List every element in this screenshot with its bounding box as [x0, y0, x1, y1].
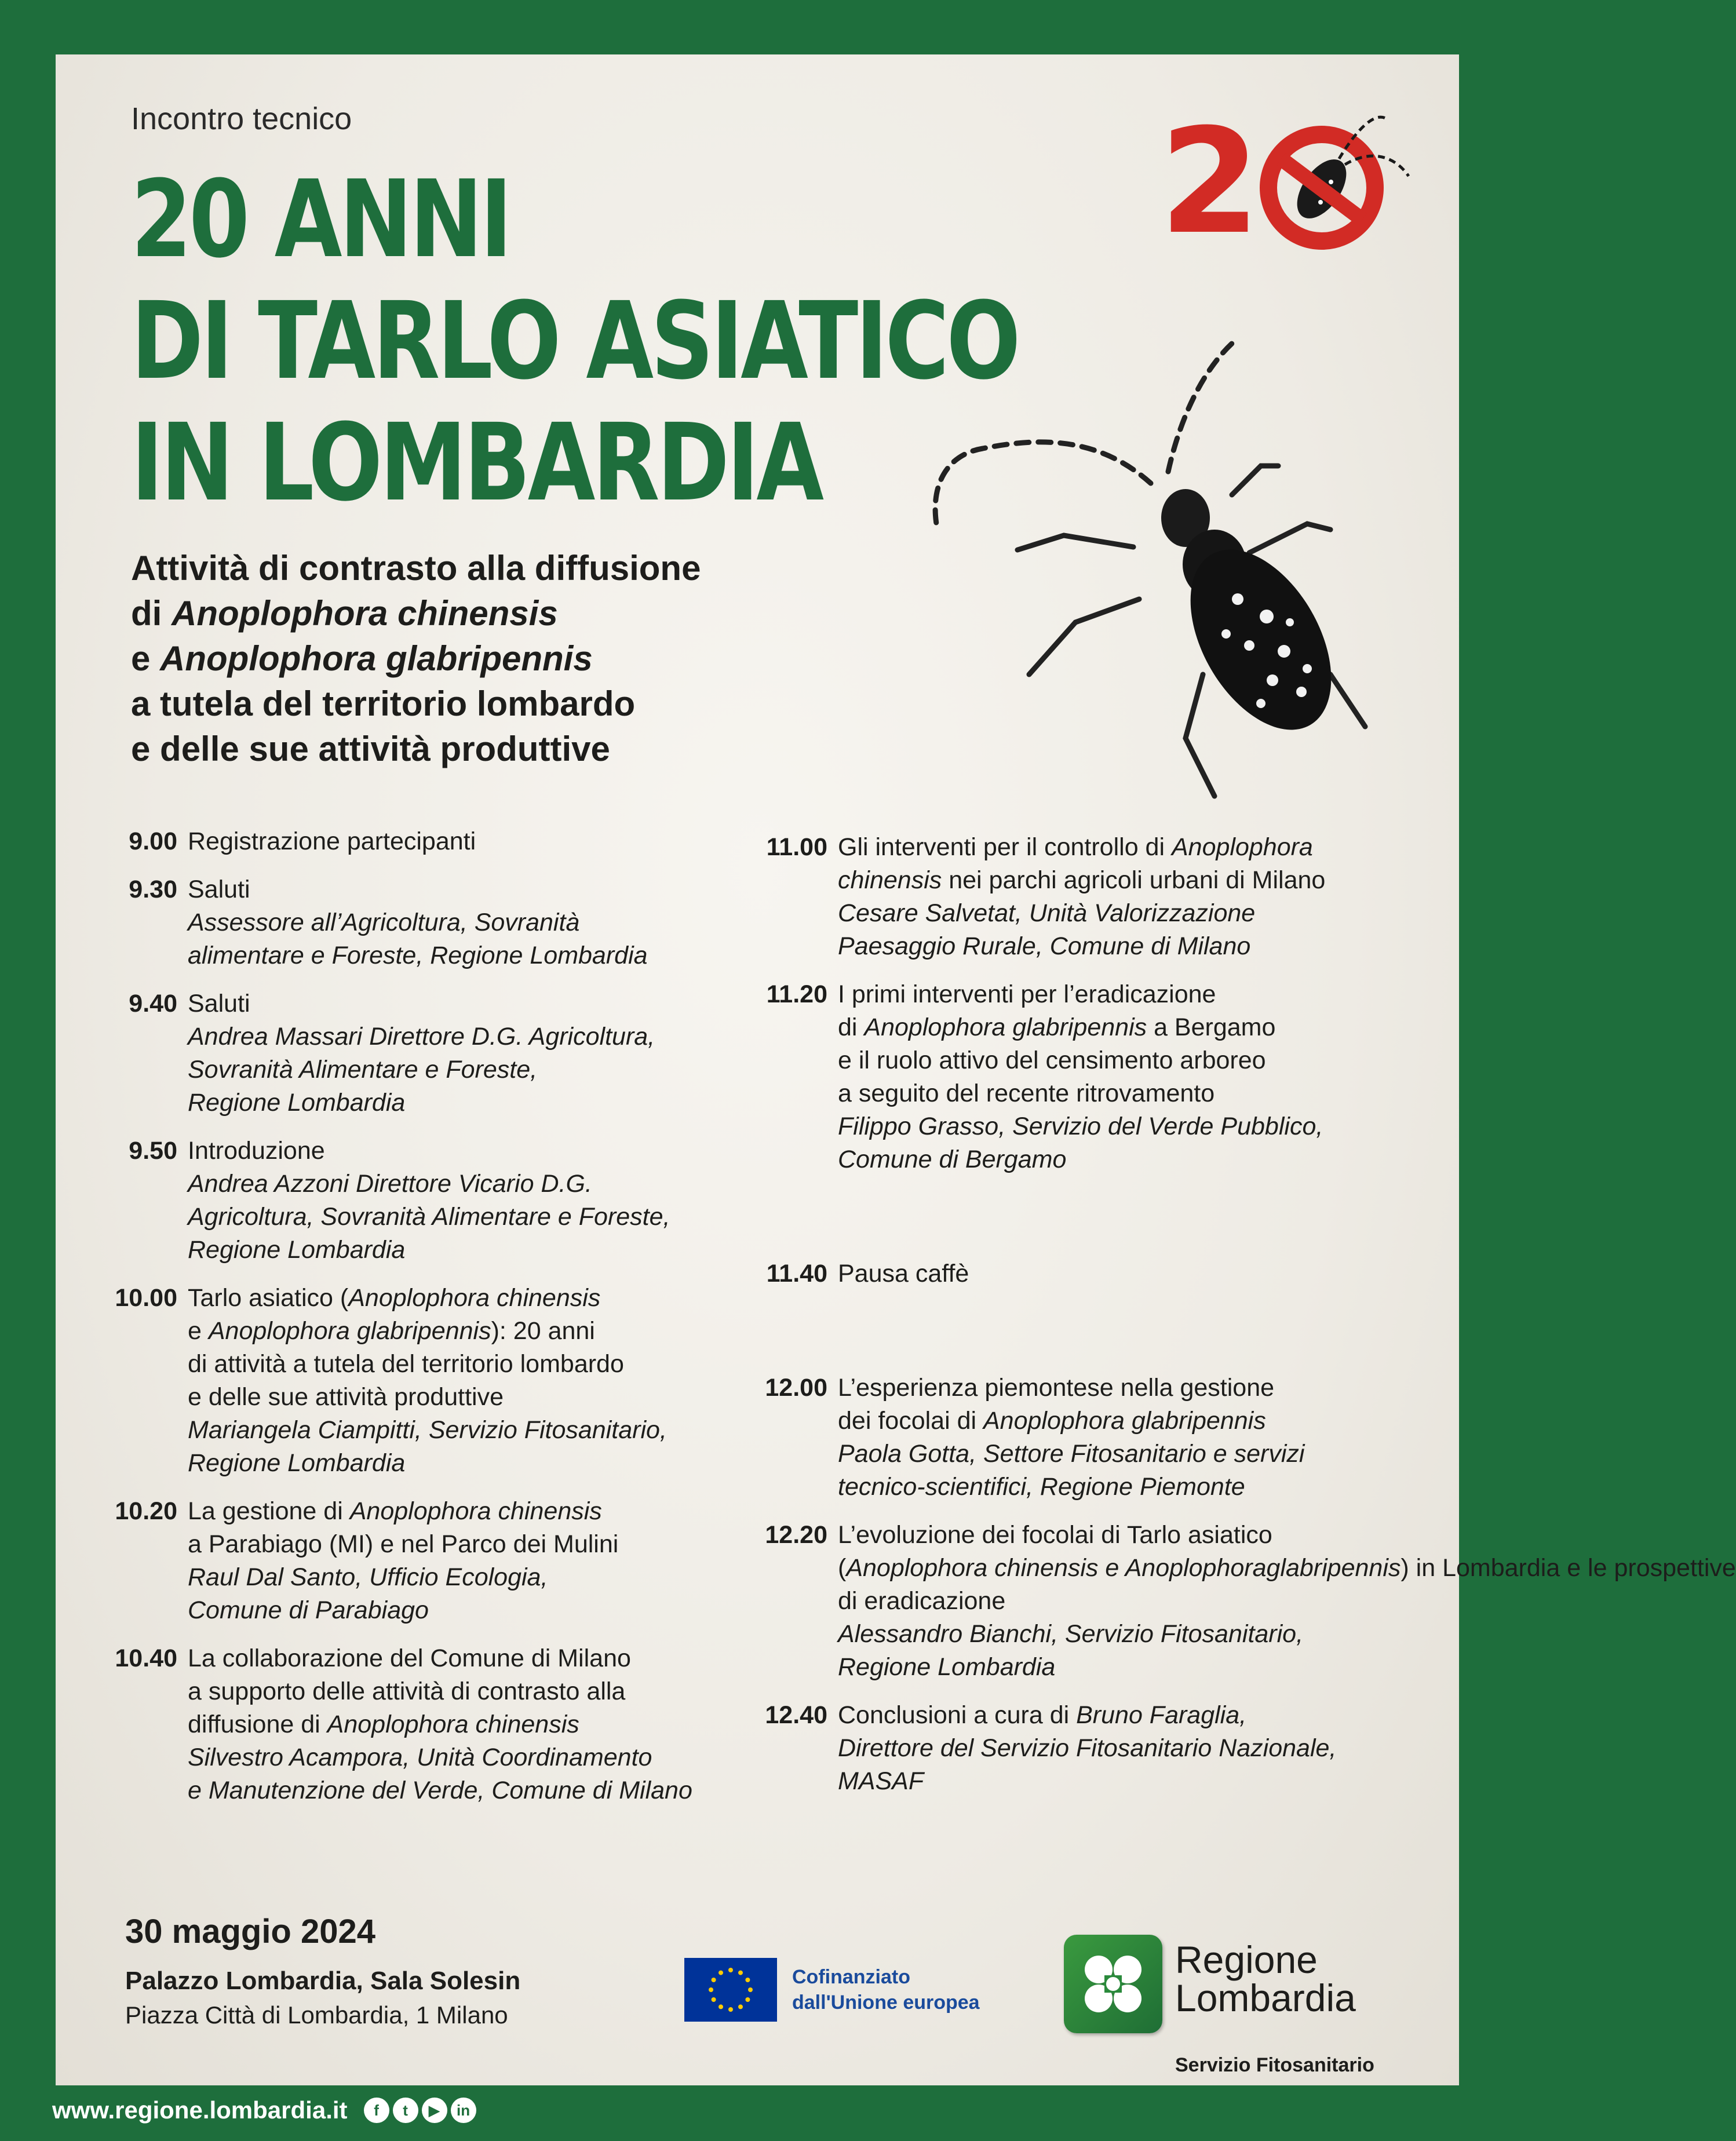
program-item	[748, 978, 1414, 1176]
program-item	[748, 1699, 1414, 1798]
poster-paper	[56, 54, 1736, 2085]
program-line: a seguito del recente ritrovamento	[838, 1079, 1215, 1107]
eu-star-icon	[709, 1987, 713, 1992]
rl-line-2: Lombardia	[1175, 1976, 1356, 2019]
program-line: dei focolai di Anoplophora glabripennis	[838, 1407, 1266, 1435]
program-line: Paesaggio Rurale, Comune di Milano	[838, 932, 1251, 960]
program-item	[748, 1372, 1414, 1504]
eu-star-icon	[745, 1997, 750, 2002]
eu-star-icon	[712, 1978, 716, 1982]
eu-star-icon	[745, 1978, 750, 1982]
program-time: 11.40	[766, 1260, 827, 1287]
program-item	[114, 825, 780, 858]
program-body	[188, 1282, 667, 1480]
program-line: Pausa caffè	[838, 1260, 969, 1287]
program-line: (Anoplophora chinensis e Anoplophoraglabripennis) in Lombardia e le prospettive	[838, 1554, 1736, 1582]
program-line: di eradicazione	[838, 1587, 1006, 1615]
program-line: a supporto delle attività di contrasto alla	[188, 1677, 626, 1705]
eu-flag-icon	[684, 1958, 777, 2022]
program-time: 11.00	[766, 833, 827, 861]
program-line: Conclusioni a cura di Bruno Faraglia,	[838, 1701, 1247, 1729]
program-line: Saluti	[188, 876, 250, 903]
program-item	[114, 1282, 780, 1480]
program-time: 10.20	[115, 1497, 177, 1525]
title-line-3: IN LOMBARDIA	[131, 401, 822, 525]
rl-line-1: Regione	[1175, 1938, 1318, 1981]
program-body	[838, 1699, 1336, 1798]
program-line: Introduzione	[188, 1137, 325, 1165]
program-line: Sovranità Alimentare e Foreste,	[188, 1056, 538, 1084]
eu-line-2: dall'Unione europea	[792, 1992, 980, 2014]
program-body	[188, 825, 476, 858]
logo-number: 2	[1159, 97, 1260, 266]
program-body	[838, 1257, 969, 1290]
program-line: Cesare Salvetat, Unità Valorizzazione	[838, 899, 1256, 927]
program-line: chinensis nei parchi agricoli urbani di Milano	[838, 866, 1326, 894]
program-line: e Manutenzione del Verde, Comune di Milano	[188, 1777, 692, 1804]
program-line: Tarlo asiatico (Anoplophora chinensis	[188, 1284, 601, 1312]
program-line: Registrazione partecipanti	[188, 827, 476, 855]
program-line: Mariangela Ciampitti, Servizio Fitosanitario,	[188, 1416, 667, 1444]
program-line: Andrea Massari Direttore D.G. Agricoltura,	[188, 1023, 655, 1051]
program-item	[748, 831, 1414, 963]
asian-longhorn-beetle-icon	[809, 275, 1446, 854]
program-time: 11.20	[766, 980, 827, 1008]
eu-star-icon	[719, 1971, 723, 1975]
program-right-column	[748, 831, 1736, 1798]
program-body	[838, 978, 1323, 1176]
linkedin-icon[interactable]: in	[451, 2098, 476, 2123]
program-item	[748, 1519, 1736, 1684]
program-item	[748, 1257, 1414, 1290]
youtube-icon[interactable]: ▶	[422, 2098, 447, 2123]
program-item	[114, 1642, 780, 1807]
website-link[interactable]: www.regione.lombardia.it	[52, 2096, 348, 2124]
program-line: Comune di Bergamo	[838, 1146, 1067, 1173]
kicker-text: Incontro tecnico	[131, 101, 352, 136]
program-line: e il ruolo attivo del censimento arboreo	[838, 1046, 1266, 1074]
program-line: e delle sue attività produttive	[188, 1383, 504, 1411]
program-line: a Parabiago (MI) e nel Parco dei Mulini	[188, 1530, 619, 1558]
eu-star-icon	[712, 1997, 716, 2002]
subtitle-line-3: e Anoplophora glabripennis	[131, 639, 593, 678]
program-body	[188, 873, 648, 972]
program-time: 9.40	[129, 990, 177, 1017]
program-item	[114, 1495, 780, 1627]
program-item	[114, 1135, 780, 1267]
program-line: Assessore all’Agricoltura, Sovranità	[188, 909, 580, 936]
program-line: Agricoltura, Sovranità Alimentare e Foreste,	[188, 1203, 670, 1231]
eu-star-icon	[738, 1971, 743, 1975]
program-time: 12.20	[765, 1521, 827, 1549]
program-line: Filippo Grasso, Servizio del Verde Pubblico,	[838, 1113, 1323, 1140]
program-line: e Anoplophora glabripennis): 20 anni	[188, 1317, 595, 1345]
subtitle-line-2: di Anoplophora chinensis	[131, 594, 558, 633]
program-line: Paola Gotta, Settore Fitosanitario e servizi	[838, 1440, 1305, 1468]
program-body	[188, 1135, 670, 1267]
program-line: di Anoplophora glabripennis a Bergamo	[838, 1013, 1276, 1041]
program-line: La gestione di Anoplophora chinensis	[188, 1497, 602, 1525]
rl-service: Servizio Fitosanitario	[1175, 2054, 1374, 2076]
program-line: Regione Lombardia	[188, 1089, 406, 1117]
program-line: Silvestro Acampora, Unità Coordinamento	[188, 1744, 652, 1771]
eu-line-1: Cofinanziato	[792, 1966, 910, 1988]
title-line-2: DI TARLO ASIATICO	[131, 279, 1018, 403]
program-item	[114, 873, 780, 972]
program-body	[838, 1372, 1304, 1504]
subtitle-line-5: e delle sue attività produttive	[131, 730, 610, 768]
program-line: L’esperienza piemontese nella gestione	[838, 1374, 1275, 1402]
program-line: Gli interventi per il controllo di Anoplophora	[838, 833, 1313, 861]
program-line: Regione Lombardia	[188, 1236, 406, 1264]
program-time: 12.40	[765, 1701, 827, 1729]
twitter-icon[interactable]: t	[393, 2098, 418, 2123]
title-line-1: 20 ANNI	[131, 158, 510, 282]
anniversary-logo	[1159, 97, 1420, 275]
program-left-column	[114, 825, 780, 1807]
eu-star-icon	[748, 1987, 753, 1992]
facebook-icon[interactable]: f	[364, 2098, 389, 2123]
social-links	[364, 2098, 480, 2123]
program-line: diffusione di Anoplophora chinensis	[188, 1710, 579, 1738]
program-time: 12.00	[765, 1374, 827, 1402]
program-body	[838, 831, 1325, 963]
program-body	[188, 987, 655, 1119]
subtitle-line-4: a tutela del territorio lombardo	[131, 684, 636, 723]
program-line: La collaborazione del Comune di Milano	[188, 1644, 631, 1672]
eu-star-icon	[719, 2004, 723, 2009]
program-line: Comune di Parabiago	[188, 1596, 429, 1624]
program-line: Alessandro Bianchi, Servizio Fitosanitario,	[838, 1620, 1304, 1648]
program-body	[838, 1519, 1736, 1684]
program-line: Saluti	[188, 990, 250, 1017]
program-line: Regione Lombardia	[838, 1653, 1056, 1681]
program-line: Raul Dal Santo, Ufficio Ecologia,	[188, 1563, 548, 1591]
program-line: L’evoluzione dei focolai di Tarlo asiatico	[838, 1521, 1272, 1549]
subtitle-line-1: Attività di contrasto alla diffusione	[131, 549, 701, 588]
program-line: alimentare e Foreste, Regione Lombardia	[188, 942, 648, 969]
event-venue: Palazzo Lombardia, Sala Solesin	[125, 1967, 521, 1995]
eu-star-icon	[738, 2004, 743, 2009]
eu-cofinancing-logo	[684, 1958, 980, 2022]
event-date: 30 maggio 2024	[125, 1913, 375, 1950]
eu-star-icon	[728, 1968, 733, 1972]
program-body	[188, 1495, 618, 1627]
program-item	[114, 987, 780, 1119]
program-line: Andrea Azzoni Direttore Vicario D.G.	[188, 1170, 592, 1198]
program-time: 10.40	[115, 1644, 177, 1672]
program-body	[188, 1642, 692, 1807]
eu-star-icon	[728, 2007, 733, 2012]
regione-lombardia-cross-icon	[1064, 1935, 1162, 2033]
program-line: MASAF	[838, 1767, 924, 1795]
program-time: 9.30	[129, 876, 177, 903]
bottom-bar	[52, 2096, 480, 2124]
program-line: I primi interventi per l’eradicazione	[838, 980, 1216, 1008]
program-time: 9.00	[129, 827, 177, 855]
program-line: Direttore del Servizio Fitosanitario Nazionale,	[838, 1734, 1337, 1762]
program-time: 9.50	[129, 1137, 177, 1165]
subtitle	[131, 546, 701, 772]
no-beetle-icon	[1258, 124, 1385, 251]
program-line: tecnico-scientifici, Regione Piemonte	[838, 1473, 1245, 1501]
program-line: di attività a tutela del territorio lombardo	[188, 1350, 624, 1378]
event-address: Piazza Città di Lombardia, 1 Milano	[125, 2001, 508, 2029]
program-line: Regione Lombardia	[188, 1449, 406, 1477]
program-time: 10.00	[115, 1284, 177, 1312]
